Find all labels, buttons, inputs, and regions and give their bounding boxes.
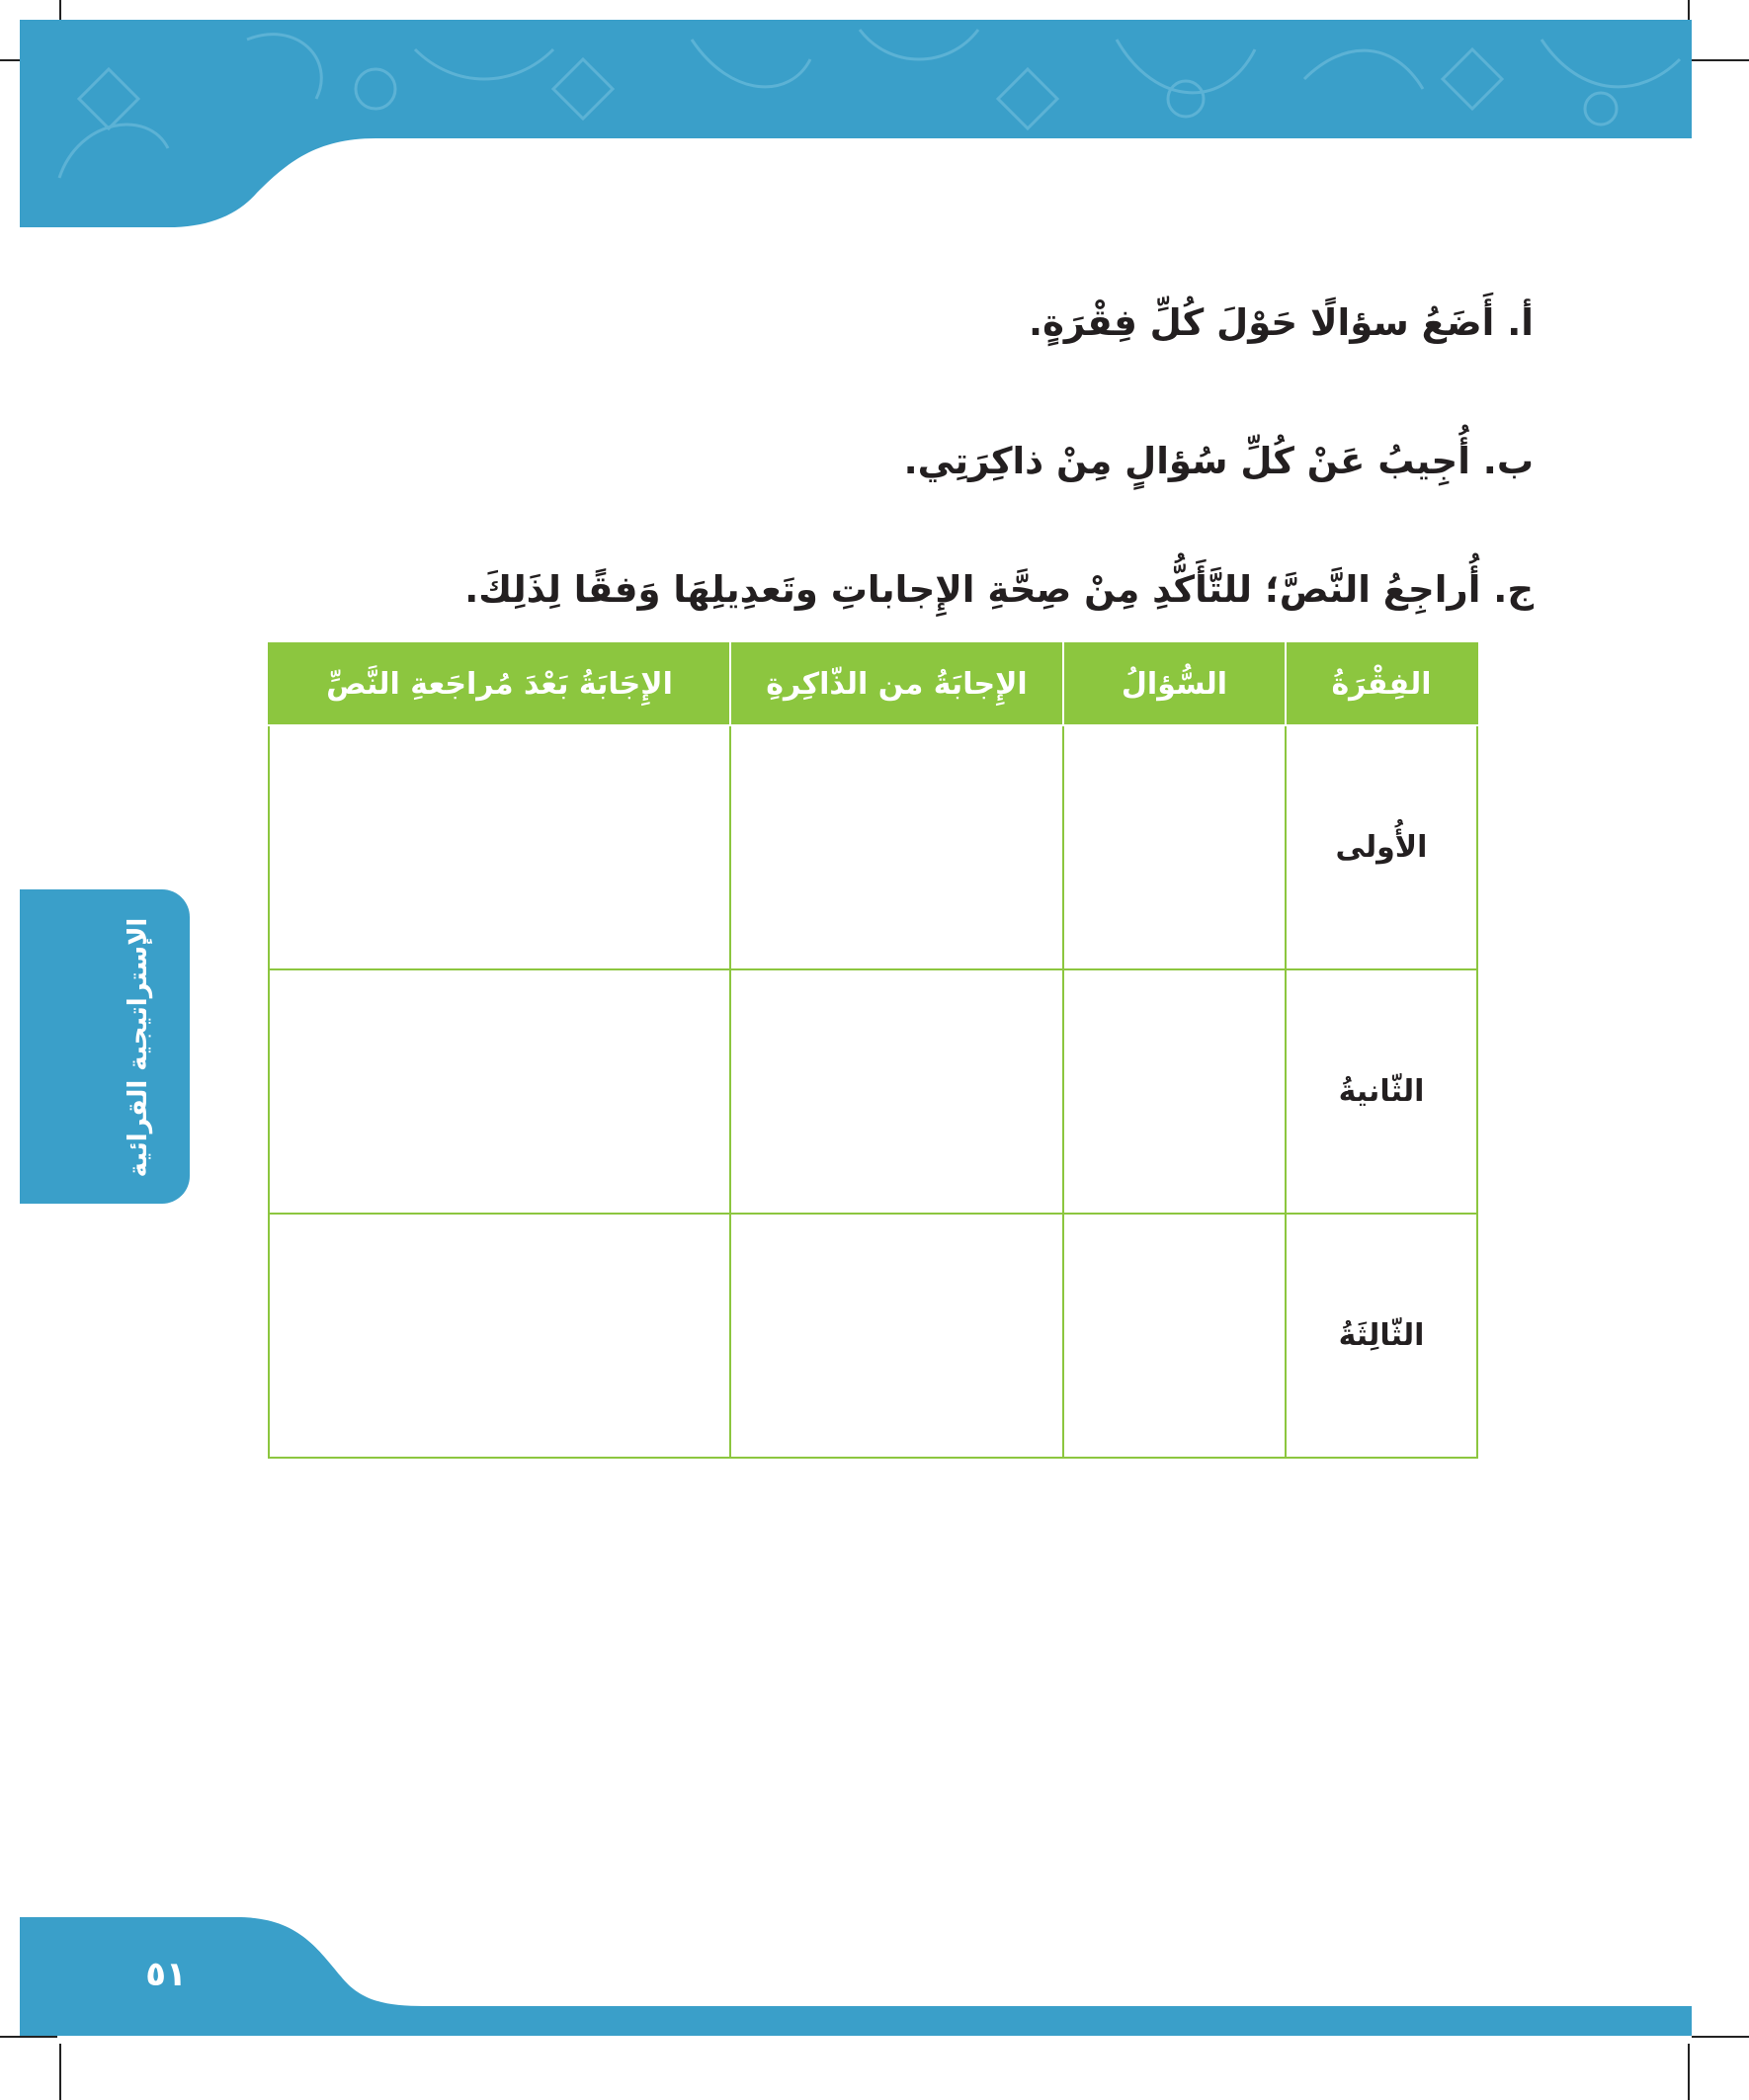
header-review-answer: الإِجَابَةُ بَعْدَ مُراجَعةِ النَّصِّ (269, 643, 730, 725)
review-answer-cell[interactable] (269, 969, 730, 1214)
side-tab (20, 889, 190, 1204)
page-number: ٥١ (145, 1955, 187, 1994)
memory-answer-cell[interactable] (730, 1214, 1063, 1458)
paragraph-cell: الثّالِثَةُ (1286, 1214, 1477, 1458)
question-cell[interactable] (1063, 1214, 1286, 1458)
instruction-c: ج. أُراجِعُ النَّصَّ؛ للتَّأَكُّدِ مِنْ صِحَّةِ الإِجاباتِ وتَعدِيلِهَا وَفقًا لِذَلِكَ. (464, 568, 1534, 611)
question-cell[interactable] (1063, 969, 1286, 1214)
side-tab-label: الإستراتيجية القرائية (124, 917, 153, 1178)
instruction-a: أ. أَضَعُ سؤالًا حَوْلَ كُلِّ فِقْرَةٍ. (1029, 301, 1534, 344)
footer-banner (0, 1907, 1749, 2065)
review-answer-cell[interactable] (269, 1214, 730, 1458)
instruction-b: ب. أُجِيبُ عَنْ كُلِّ سُؤالٍ مِنْ ذاكِرَتِي. (903, 440, 1534, 482)
memory-answer-cell[interactable] (730, 969, 1063, 1214)
header-paragraph: الفِقْرَةُ (1286, 643, 1477, 725)
review-answer-cell[interactable] (269, 725, 730, 969)
paragraph-cell: الأُولى (1286, 725, 1477, 969)
paragraph-cell: الثّانيةُ (1286, 969, 1477, 1214)
question-cell[interactable] (1063, 725, 1286, 969)
header-question: السُّؤالُ (1063, 643, 1286, 725)
table-header-row (269, 643, 1477, 725)
table-row (269, 725, 1477, 969)
table-row (269, 1214, 1477, 1458)
table-row (269, 969, 1477, 1214)
memory-answer-cell[interactable] (730, 725, 1063, 969)
header-banner (0, 0, 1749, 237)
review-table (270, 642, 1478, 1445)
header-memory-answer: الإِجابَةُ من الذّاكِرةِ (730, 643, 1063, 725)
